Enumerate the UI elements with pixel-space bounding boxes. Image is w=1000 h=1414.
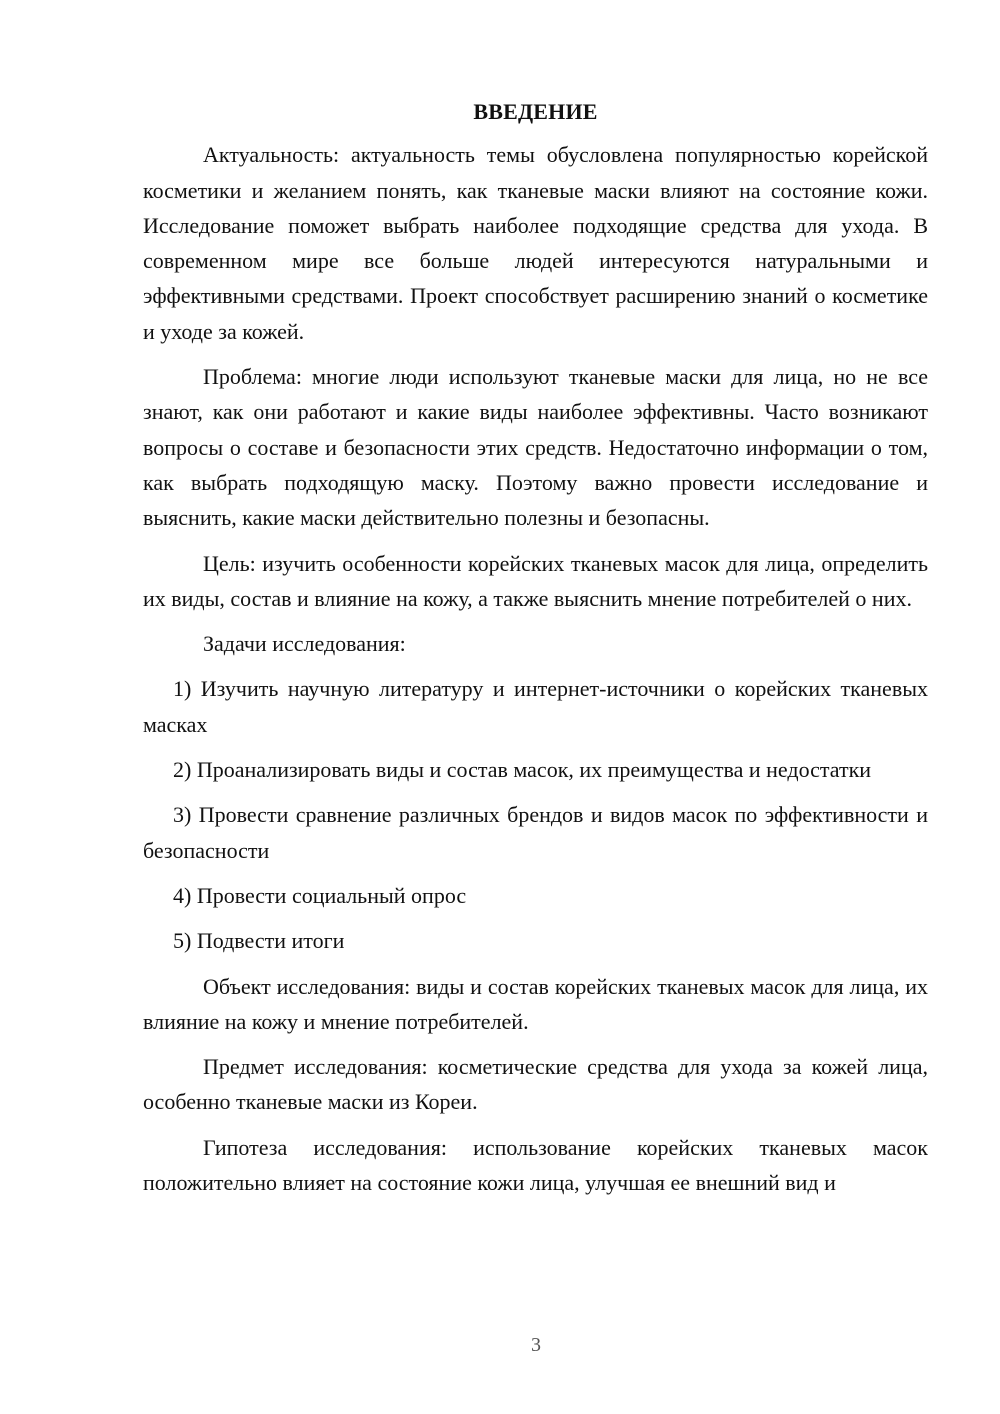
problem-paragraph: Проблема: многие люди используют тканевые маски для лица, но не все знают, как они работают и какие виды наиболее эффективны. Часто возникают вопросы о составе и безопасности этих средств. Недостаточно информации о том, как выбрать подходящую маску. Поэтому важно провести исследование и выяснить, какие маски действительно полезны и безопасны. — [143, 364, 928, 531]
task-item: 2) Проанализировать виды и состав масок, их преимущества и недостатки — [173, 757, 872, 783]
goal-paragraph: Цель: изучить особенности корейских тканевых масок для лица, определить их виды, состав и влияние на кожу, а также выяснить мнение потребителей о них. — [143, 550, 928, 611]
relevance-paragraph: Актуальность: актуальность темы обусловлена популярностью корейской косметики и желанием понять, как тканевые маски влияют на состояние кожи. Исследование поможет выбрать наиболее подходящие средства для ухода. В современном мире все больше людей интересуются натуральными и эффективными средствами. Проект способствует расширению знаний о косметике и уходе за кожей. — [143, 142, 928, 344]
section-heading: ВВЕДЕНИЕ — [473, 99, 598, 124]
tasks-title: Задачи исследования: — [203, 631, 406, 657]
task-item: 1) Изучить научную литературу и интернет-источники о корейских тканевых масках — [143, 676, 928, 737]
subject-paragraph: Предмет исследования: косметические средства для ухода за кожей лица, особенно тканевые маски из Кореи. — [143, 1054, 928, 1115]
object-paragraph: Объект исследования: виды и состав корейских тканевых масок для лица, их влияние на кожу и мнение потребителей. — [143, 973, 928, 1034]
hypothesis-paragraph: Гипотеза исследования: использование корейских тканевых масок положительно влияет на состояние кожи лица, улучшая ее внешний вид и — [143, 1134, 928, 1196]
task-item: 5) Подвести итоги — [173, 928, 345, 954]
page-content — [143, 94, 928, 1210]
page-number: 3 — [531, 1334, 541, 1356]
task-item: 3) Провести сравнение различных брендов и видов масок по эффективности и безопасности — [143, 802, 928, 863]
task-item: 4) Провести социальный опрос — [173, 882, 467, 908]
